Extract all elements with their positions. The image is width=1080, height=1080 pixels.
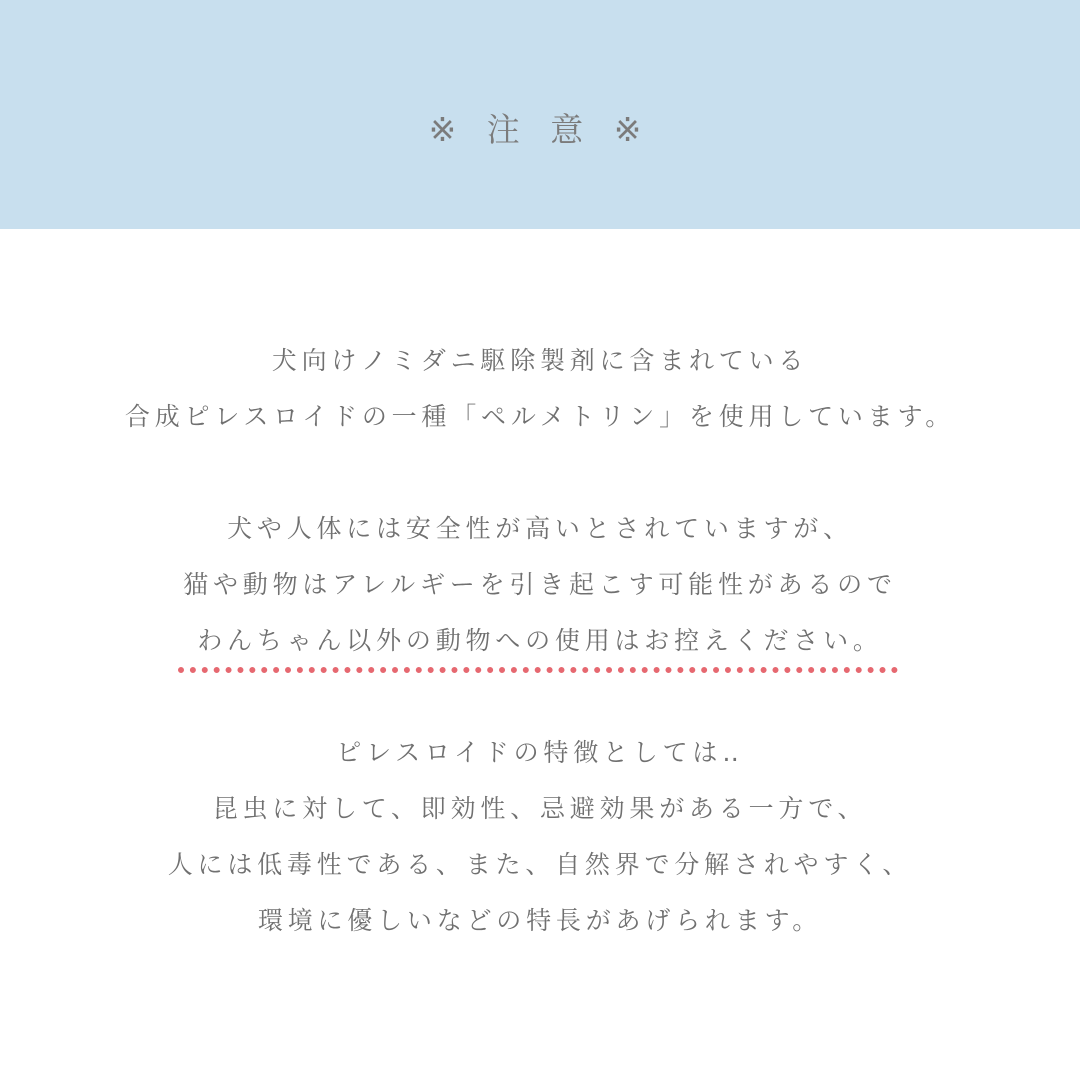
notice-line-7: 昆虫に対して、即効性、忌避効果がある一方で、 <box>212 794 868 823</box>
notice-line-2: 合成ピレスロイドの一種「ペルメトリン」を使用しています。 <box>124 402 956 431</box>
header-band <box>0 0 1080 229</box>
notice-line-4: 猫や動物はアレルギーを引き起こす可能性があるので <box>183 570 897 599</box>
notice-line-8: 人には低毒性である、また、自然界で分解されやすく、 <box>167 850 913 879</box>
notice-line-9: 環境に優しいなどの特長があげられます。 <box>257 906 823 935</box>
dotted-emphasis-underline <box>178 667 898 673</box>
page-title: ※ 注 意 ※ <box>428 110 652 149</box>
notice-line-3: 犬や人体には安全性が高いとされていますが、 <box>227 514 853 543</box>
notice-line-6: ピレスロイドの特徴としては‥ <box>336 738 744 767</box>
notice-line-1: 犬向けノミダニ駆除製剤に含まれている <box>271 346 809 375</box>
notice-line-5-emphasized: わんちゃん以外の動物への使用はお控えください。 <box>197 626 883 655</box>
